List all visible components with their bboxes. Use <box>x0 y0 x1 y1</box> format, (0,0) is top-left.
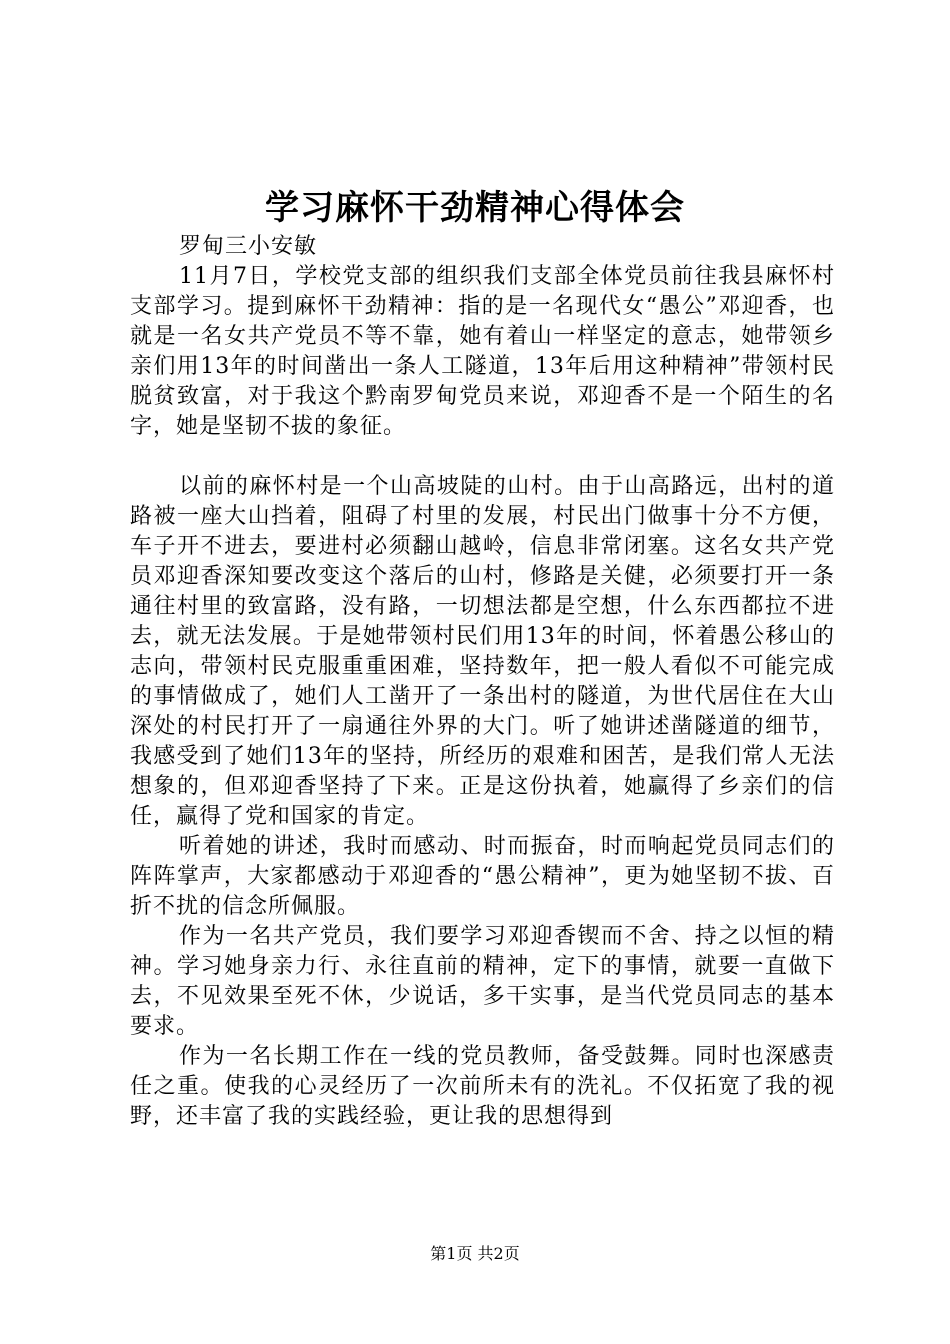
document-title: 学习麻怀干劲精神心得体会 <box>265 188 685 228</box>
page-footer: 第1页 共2页 <box>430 1244 520 1263</box>
paragraph-3: 听着她的讲述，我时而感动、时而振奋，时而响起党员同志们的阵阵掌声，大家都感动于邓迎香的“愚公精神”，更为她坚韧不拔、百折不扰的信念所佩服。 <box>130 834 835 919</box>
document-body <box>130 232 835 1132</box>
paragraph-1: 11月7日，学校党支部的组织我们支部全体党员前往我县麻怀村支部学习。提到麻怀干劲精神：指的是一名现代女“愚公”邓迎香，也就是一名女共产党员不等不靠，她有着山一样坚定的意志，她带领乡亲们用13年的时间凿出一条人工隧道，13年后用这种精神”带领村民脱贫致富，对于我这个黔南罗甸党员来说，邓迎香不是一个陌生的名字，她是坚韧不拔的象征。 <box>130 264 835 439</box>
author-line: 罗甸三小安敏 <box>179 234 318 259</box>
paragraph-2: 以前的麻怀村是一个山高坡陡的山村。由于山高路远，出村的道路被一座大山挡着，阻碍了村里的发展，村民出门做事十分不方便，车子开不进去，要进村必须翻山越岭，信息非常闭塞。这名女共产党员邓迎香深知要改变这个落后的山村，修路是关健，必须要打开一条通往村里的致富路，没有路，一切想法都是空想，什么东西都拉不进去，就无法发展。于是她带领村民们用13年的时间，怀着愚公移山的志向，带领村民克服重重困难，坚持数年，把一般人看似不可能完成的事情做成了，她们人工凿开了一条出村的隧道，为世代居住在大山深处的村民打开了一扇通往外界的大门。听了她讲述凿隧道的细节，我感受到了她们13年的坚持，所经历的艰难和困苦，是我们常人无法想象的，但邓迎香坚持了下来。正是这份执着，她赢得了乡亲们的信任，赢得了党和国家的肯定。 <box>130 474 835 829</box>
paragraph-4: 作为一名共产党员，我们要学习邓迎香锲而不舍、持之以恒的精神。学习她身亲力行、永往直前的精神，定下的事情，就要一直做下去，不见效果至死不休，少说话，多干实事，是当代党员同志的基本要求。 <box>130 924 835 1039</box>
paragraph-5: 作为一名长期工作在一线的党员教师，备受鼓舞。同时也深感责任之重。使我的心灵经历了一次前所未有的洗礼。不仅拓宽了我的视野，还丰富了我的实践经验，更让我的思想得到 <box>130 1044 835 1129</box>
